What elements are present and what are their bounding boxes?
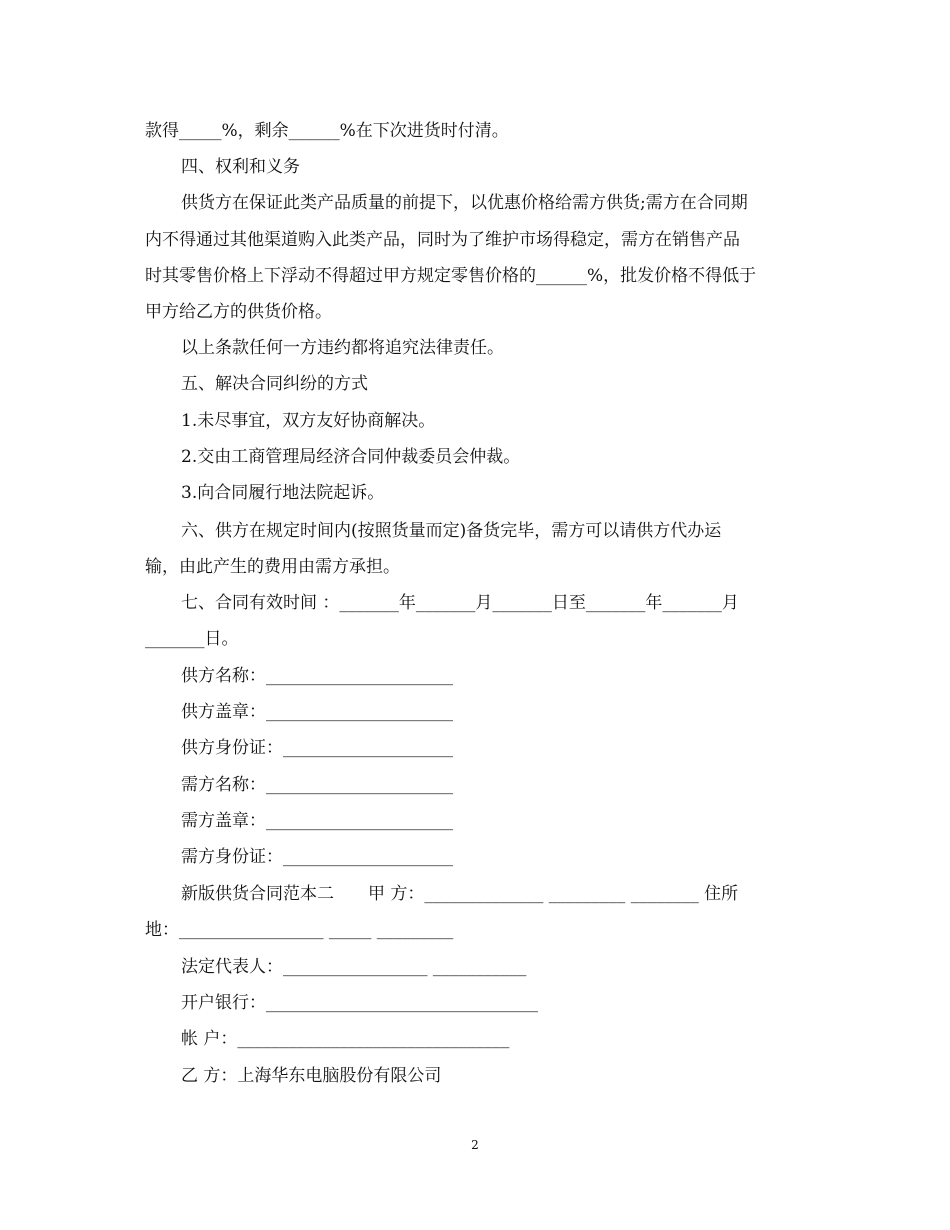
sample-two-party-a-line: 新版供货合同范本二 甲 方：______________ _________ ________ 住所 — [181, 884, 739, 904]
buyer-id-field: 需方身份证：____________________ — [181, 847, 453, 867]
supplier-seal-field: 供方盖章：______________________ — [181, 702, 453, 722]
validity-period-line-1: 七、合同有效时间 ：_______年_______月_______日至_______年_______月 — [181, 593, 739, 613]
party-b-line: 乙 方：上海华东电脑股份有限公司 — [181, 1066, 442, 1086]
section-heading-dispute: 五、解决合同纠纷的方式 — [181, 374, 368, 394]
breach-liability-line: 以上条款任何一方违约都将追究法律责任。 — [181, 338, 504, 358]
rights-paragraph-line-2: 内不得通过其他渠道购入此类产品，同时为了维护市场得稳定，需方在销售产品 — [145, 230, 740, 250]
rights-paragraph-line-1: 供货方在保证此类产品质量的前提下，以优惠价格给需方供货;需方在合同期 — [181, 193, 748, 213]
buyer-name-field: 需方名称：______________________ — [181, 775, 453, 795]
account-field: 帐 户：________________________________ — [181, 1029, 510, 1049]
supplier-id-field: 供方身份证：____________________ — [181, 738, 453, 758]
dispute-item-3: 3.向合同履行地法院起诉。 — [181, 483, 385, 503]
delivery-clause-line-2: 输，由此产生的费用由需方承担。 — [145, 557, 400, 577]
bank-field: 开户银行：________________________________ — [181, 993, 538, 1013]
section-heading-rights: 四、权利和义务 — [181, 157, 300, 177]
legal-representative-field: 法定代表人：_________________ ___________ — [181, 957, 527, 977]
page-number: 2 — [471, 1138, 479, 1152]
supplier-name-field: 供方名称：______________________ — [181, 666, 453, 686]
party-a-address-line: 地：_________________ _____ _________ — [145, 920, 454, 940]
rights-paragraph-line-4: 甲方给乙方的供货价格。 — [145, 302, 332, 322]
dispute-item-2: 2.交由工商管理局经济合同仲裁委员会仲裁。 — [181, 447, 521, 467]
delivery-clause-line-1: 六、供方在规定时间内(按照货量而定)备货完毕，需方可以请供方代办运 — [181, 521, 722, 541]
rights-paragraph-line-3: 时其零售价格上下浮动不得超过甲方规定零售价格的______%，批发价格不得低于 — [145, 266, 757, 286]
validity-period-line-2: _______日。 — [145, 629, 239, 649]
dispute-item-1: 1.未尽事宜，双方友好协商解决。 — [181, 411, 436, 431]
buyer-seal-field: 需方盖章：______________________ — [181, 811, 453, 831]
payment-clause-line: 款得_____%，剩余______%在下次进货时付清。 — [145, 121, 509, 141]
